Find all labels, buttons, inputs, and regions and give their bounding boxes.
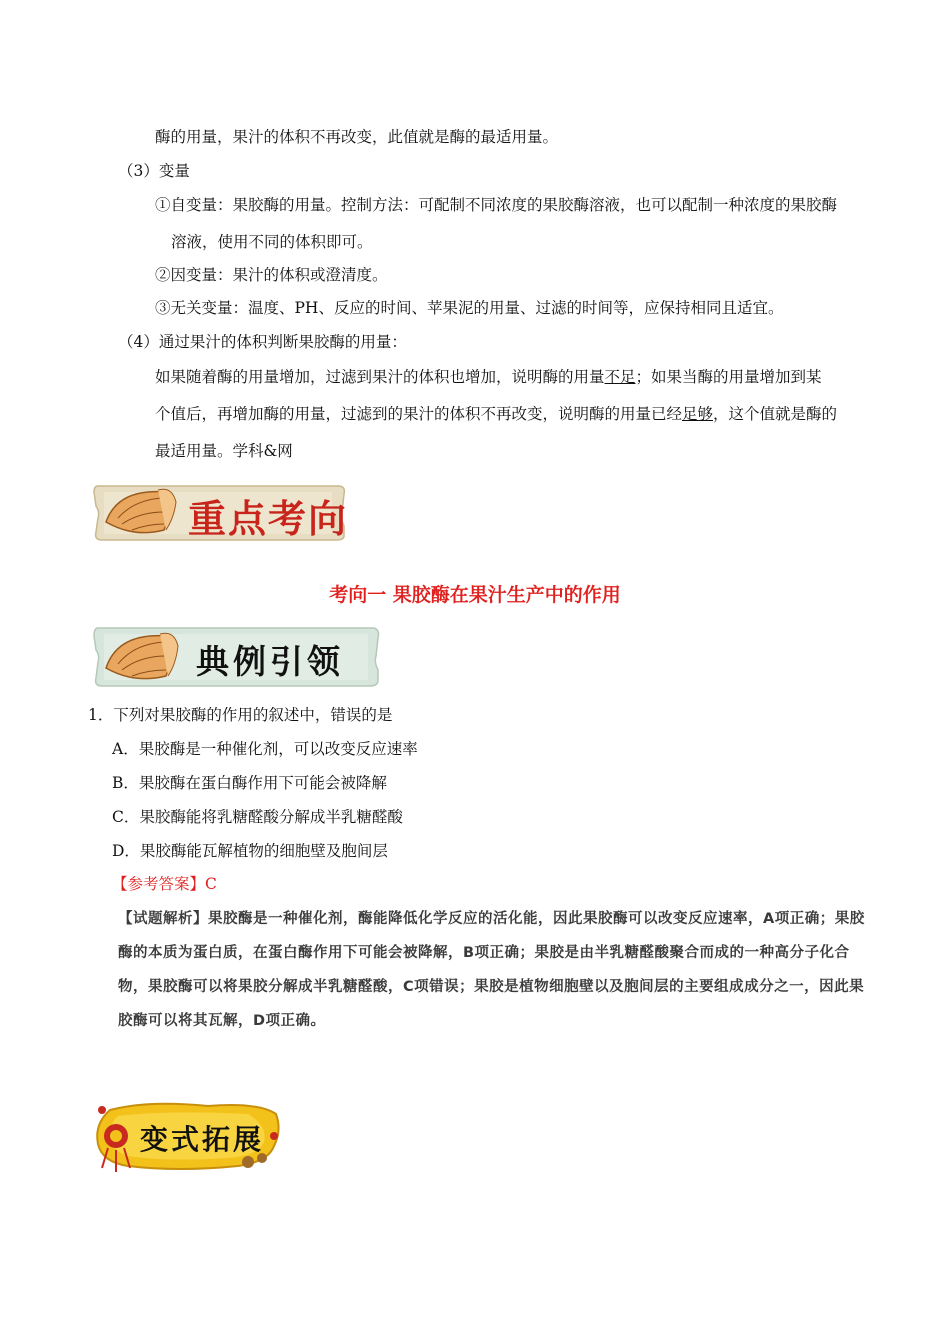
banner-title: 重点考向 xyxy=(188,497,349,541)
paragraph-continuation: 酶的用量，果汁的体积不再改变，此值就是酶的最适用量。 xyxy=(155,128,559,146)
option-d: D．果胶酶能瓦解植物的细胞壁及胞间层 xyxy=(112,842,388,860)
answer-value: C xyxy=(205,875,217,893)
explanation-text: 【试题解析】果胶酶是一种催化剂，酶能降低化学反应的活化能，因此果胶酶可以改变反应速率，A项正确；果胶酶的本质为蛋白质，在蛋白酶作用下可能会被降解，B项正确；果胶是由半乳糖醛酸聚合而成的一种高分子化合物，果胶酶可以将果胶分解成半乳糖醛酸，C项错误；果胶是植物细胞壁以及胞间层的主要组成成分之一，因此果胶酶可以将其瓦解，D项正确。 xyxy=(118,911,865,1029)
text-segment: ；如果当酶的用量增加到某 xyxy=(635,368,822,386)
underlined-term-insufficient: 不足 xyxy=(604,368,636,386)
independent-variable-line1: ①自变量：果胶酶的用量。控制方法：可配制不同浓度的果胶酶溶液，也可以配制一种浓度的果胶酶 xyxy=(155,196,838,214)
answer-label: 【参考答案】 xyxy=(112,875,206,893)
section-4-label: （4）通过果汁的体积判断果胶酶的用量： xyxy=(118,333,407,351)
section-3-label: （3）变量 xyxy=(118,162,190,180)
irrelevant-variable: ③无关变量：温度、PH、反应的时间、苹果泥的用量、过滤的时间等，应保持相同且适宜。 xyxy=(155,299,784,317)
reference-answer xyxy=(112,874,217,894)
dependent-variable: ②因变量：果汁的体积或澄清度。 xyxy=(155,266,388,284)
section-title: 考向一 果胶酶在果汁生产中的作用 xyxy=(329,584,621,606)
example-banner xyxy=(88,622,384,690)
option-b: B．果胶酶在蛋白酶作用下可能会被降解 xyxy=(112,774,387,792)
independent-variable-line2: 溶液，使用不同的体积即可。 xyxy=(171,233,373,251)
key-direction-banner xyxy=(88,478,350,546)
text-segment: 个值后，再增加酶的用量，过滤到的果汁的体积不再改变，说明酶的用量已经 xyxy=(155,405,683,423)
banner-title: 变式拓展 xyxy=(140,1123,265,1156)
option-a: A．果胶酶是一种催化剂，可以改变反应速率 xyxy=(112,740,418,758)
question-stem: 1．下列对果胶酶的作用的叙述中，错误的是 xyxy=(88,706,393,724)
text-segment: ，这个值就是酶的 xyxy=(713,405,838,423)
variation-banner xyxy=(88,1096,284,1176)
section-4-line1 xyxy=(155,367,822,387)
section-4-line3: 最适用量。学科&网 xyxy=(155,442,293,460)
option-c: C．果胶酶能将乳糖醛酸分解成半乳糖醛酸 xyxy=(112,808,403,826)
banner-title: 典例引领 xyxy=(196,642,344,681)
underlined-term-enough: 足够 xyxy=(682,405,714,423)
text-segment: 如果随着酶的用量增加，过滤到果汁的体积也增加，说明酶的用量 xyxy=(155,368,605,386)
section-4-line2 xyxy=(155,404,837,424)
